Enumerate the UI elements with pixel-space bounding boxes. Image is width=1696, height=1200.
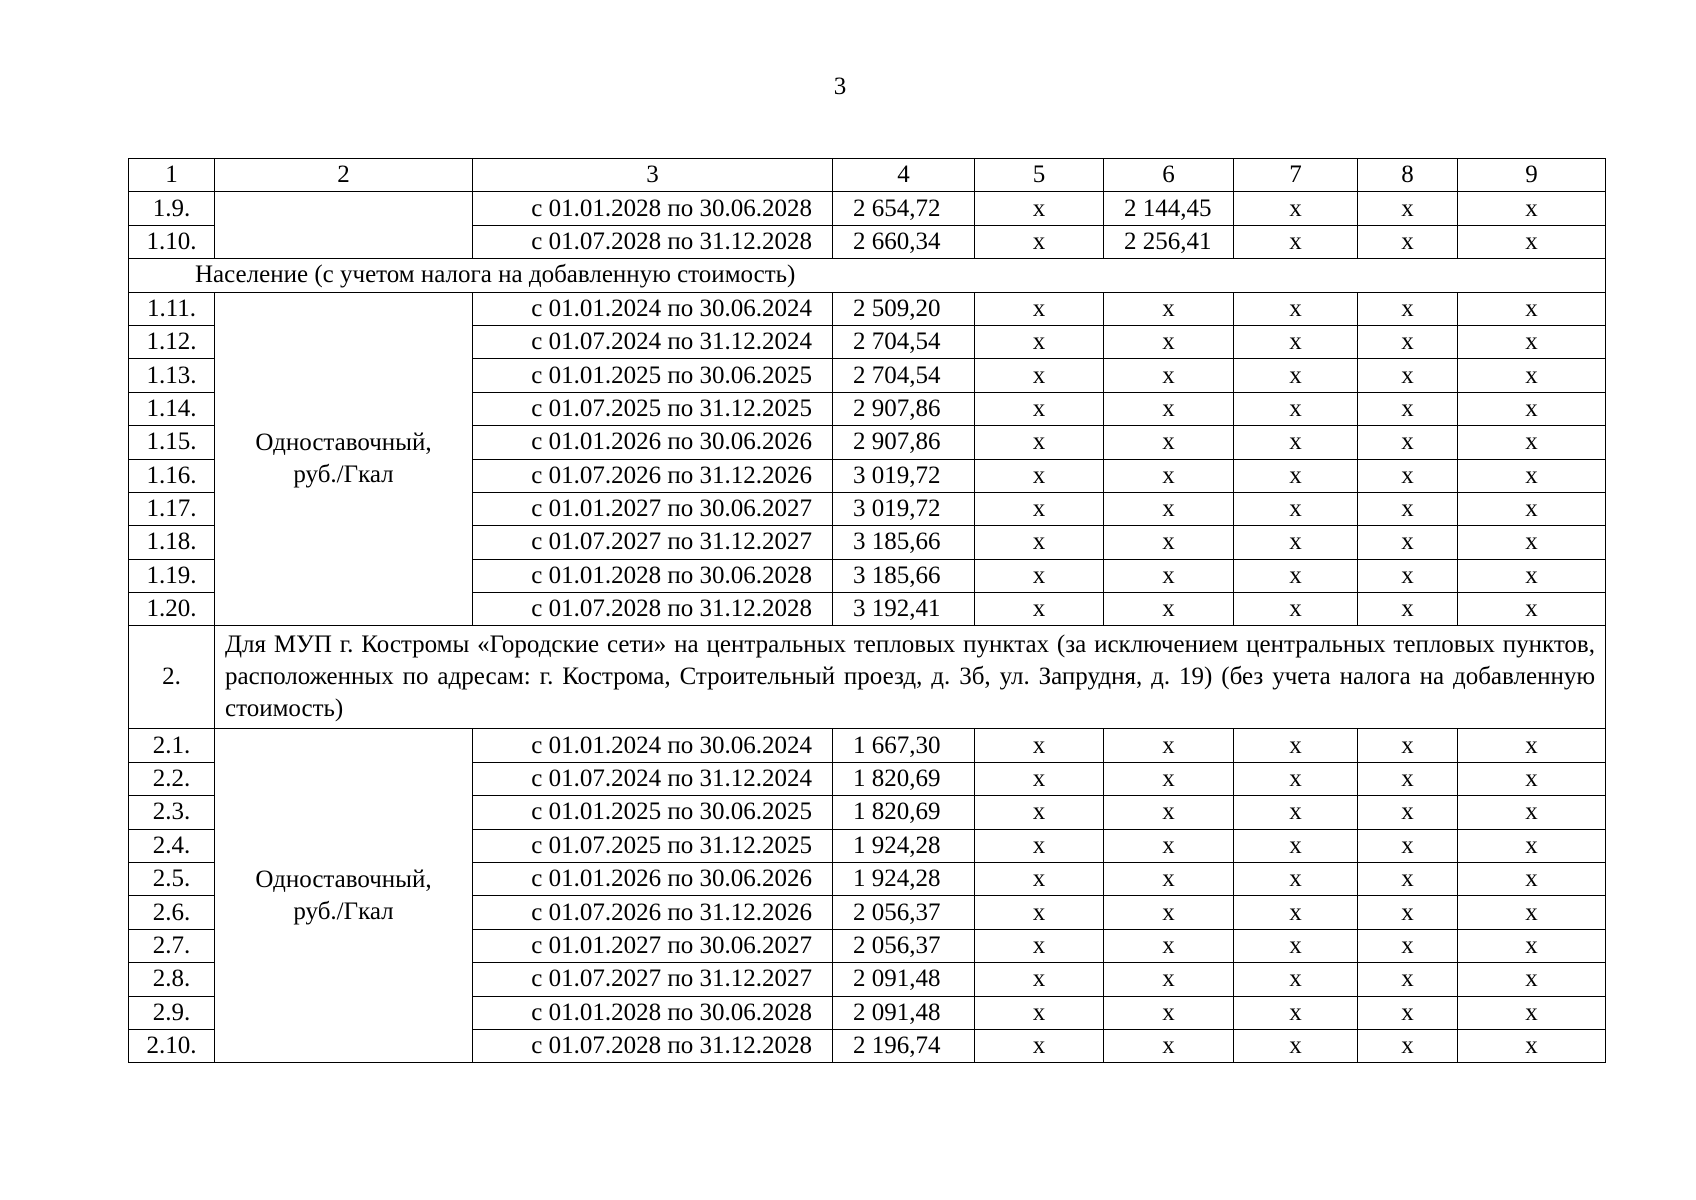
table-cell: х — [1234, 292, 1358, 325]
row-number-cell: 1.13. — [129, 359, 215, 392]
table-cell: х — [1104, 729, 1234, 762]
table-cell: х — [1358, 729, 1458, 762]
group-number-cell: 2. — [129, 626, 215, 729]
period-cell: с 01.01.2026 по 30.06.2026 — [473, 863, 833, 896]
header-cell: 5 — [975, 159, 1104, 192]
table-cell: х — [1358, 1029, 1458, 1062]
tariff-type-line: Одноставочный, — [255, 429, 432, 457]
tariff-type-cell — [215, 292, 473, 626]
row-number-cell: 1.10. — [129, 225, 215, 258]
table-cell: х — [1458, 292, 1606, 325]
header-cell: 7 — [1234, 159, 1358, 192]
table-cell: х — [1234, 325, 1358, 358]
table-cell: х — [1358, 292, 1458, 325]
row-number-cell: 2.9. — [129, 996, 215, 1029]
period-cell: с 01.01.2024 по 30.06.2024 — [473, 292, 833, 325]
table-cell: х — [1234, 729, 1358, 762]
table-cell: х — [1104, 426, 1234, 459]
tariff-type-cell — [215, 729, 473, 1063]
table-cell: х — [1458, 863, 1606, 896]
table-cell: х — [1234, 896, 1358, 929]
table-cell: х — [975, 729, 1104, 762]
table-cell: х — [1458, 192, 1606, 225]
tariff-table — [128, 158, 1606, 1063]
table-cell: х — [1358, 929, 1458, 962]
tariff-value-cell: 1 924,28 — [833, 863, 975, 896]
table-cell: х — [1104, 593, 1234, 626]
row-number-cell: 1.12. — [129, 325, 215, 358]
tariff-value-cell: 2 704,54 — [833, 359, 975, 392]
header-cell: 1 — [129, 159, 215, 192]
period-cell: с 01.01.2024 по 30.06.2024 — [473, 729, 833, 762]
tariff-value-cell: 2 654,72 — [833, 192, 975, 225]
table-cell: х — [1104, 929, 1234, 962]
tariff-value-cell: 3 019,72 — [833, 492, 975, 525]
period-cell: с 01.01.2025 по 30.06.2025 — [473, 359, 833, 392]
table-cell: х — [1104, 559, 1234, 592]
period-cell: с 01.07.2025 по 31.12.2025 — [473, 392, 833, 425]
table-cell: х — [1358, 492, 1458, 525]
table-cell: х — [1358, 526, 1458, 559]
table-cell: х — [1358, 192, 1458, 225]
period-cell: с 01.01.2028 по 30.06.2028 — [473, 996, 833, 1029]
table-cell: х — [1458, 829, 1606, 862]
table-cell: х — [1358, 559, 1458, 592]
row-number-cell: 2.5. — [129, 863, 215, 896]
period-cell: с 01.01.2025 по 30.06.2025 — [473, 796, 833, 829]
section-title-row — [129, 259, 1606, 292]
table-cell: х — [1358, 796, 1458, 829]
table-cell: х — [1104, 963, 1234, 996]
table-cell: х — [1358, 392, 1458, 425]
table-cell: х — [975, 762, 1104, 795]
row-number-cell: 2.6. — [129, 896, 215, 929]
table-cell: х — [1234, 593, 1358, 626]
table-cell: х — [1234, 559, 1358, 592]
table-row — [129, 292, 1606, 325]
table-cell: х — [975, 492, 1104, 525]
period-cell: с 01.01.2027 по 30.06.2027 — [473, 929, 833, 962]
header-cell: 9 — [1458, 159, 1606, 192]
table-cell: х — [975, 359, 1104, 392]
table-cell: х — [1234, 392, 1358, 425]
tariff-value-cell: 3 192,41 — [833, 593, 975, 626]
table-cell: х — [975, 325, 1104, 358]
header-cell: 8 — [1358, 159, 1458, 192]
tariff-value-cell: 1 667,30 — [833, 729, 975, 762]
row-number-cell: 1.9. — [129, 192, 215, 225]
table-cell: х — [975, 593, 1104, 626]
table-row — [129, 729, 1606, 762]
table-cell: х — [975, 459, 1104, 492]
table-cell: х — [975, 996, 1104, 1029]
table-cell: х — [1458, 325, 1606, 358]
table-cell: х — [1458, 729, 1606, 762]
header-cell: 6 — [1104, 159, 1234, 192]
table-cell: х — [975, 426, 1104, 459]
period-cell: с 01.07.2027 по 31.12.2027 — [473, 963, 833, 996]
table-cell: х — [1358, 593, 1458, 626]
tariff-value-cell: 3 019,72 — [833, 459, 975, 492]
table-cell: 2 256,41 — [1104, 225, 1234, 258]
table-cell: х — [1358, 896, 1458, 929]
table-cell: х — [1104, 896, 1234, 929]
table-cell: х — [975, 929, 1104, 962]
period-cell: с 01.07.2024 по 31.12.2024 — [473, 325, 833, 358]
table-cell: х — [975, 559, 1104, 592]
table-cell: х — [1458, 492, 1606, 525]
table-cell: х — [1458, 559, 1606, 592]
table-cell: х — [1358, 426, 1458, 459]
table-cell: х — [1358, 459, 1458, 492]
table-cell: х — [1104, 996, 1234, 1029]
group-description: Для МУП г. Костромы «Городские сети» на центральных тепловых пунктах (за исключением центральных тепловых пунктов, расположенных по адресам: г. Кострома, Строительный проезд, д. 3б, ул. Запрудня, д. 19) (без учета налога на добавленную стоимость) — [215, 626, 1606, 729]
period-cell: с 01.07.2024 по 31.12.2024 — [473, 762, 833, 795]
table-cell: х — [1234, 963, 1358, 996]
row-number-cell: 1.20. — [129, 593, 215, 626]
table-cell: х — [975, 392, 1104, 425]
table-cell: х — [1104, 863, 1234, 896]
table-cell: х — [975, 192, 1104, 225]
table-cell: х — [1458, 896, 1606, 929]
row-number-cell: 2.4. — [129, 829, 215, 862]
section-title: Население (с учетом налога на добавленную стоимость) — [129, 259, 1606, 292]
table-cell: х — [1234, 1029, 1358, 1062]
table-cell: х — [1458, 762, 1606, 795]
period-cell: с 01.01.2028 по 30.06.2028 — [473, 192, 833, 225]
table-cell: х — [975, 225, 1104, 258]
table-cell: х — [1104, 392, 1234, 425]
table-cell: х — [975, 1029, 1104, 1062]
period-cell: с 01.07.2027 по 31.12.2027 — [473, 526, 833, 559]
row-number-cell: 1.14. — [129, 392, 215, 425]
table-cell: х — [1104, 829, 1234, 862]
table-cell: х — [1458, 796, 1606, 829]
table-cell: х — [1234, 996, 1358, 1029]
table-cell: х — [1234, 526, 1358, 559]
table-row — [129, 192, 1606, 225]
empty-type-cell — [215, 192, 473, 259]
tariff-value-cell: 1 924,28 — [833, 829, 975, 862]
table-cell: х — [1458, 359, 1606, 392]
page-number: 3 — [833, 73, 847, 100]
table-cell: х — [1458, 459, 1606, 492]
row-number-cell: 1.16. — [129, 459, 215, 492]
header-cell: 3 — [473, 159, 833, 192]
table-cell: х — [1358, 325, 1458, 358]
table-cell: х — [1104, 796, 1234, 829]
table-cell: х — [1234, 192, 1358, 225]
table-cell: х — [1234, 225, 1358, 258]
tariff-value-cell: 2 907,86 — [833, 426, 975, 459]
tariff-value-cell: 3 185,66 — [833, 526, 975, 559]
column-number-row — [129, 159, 1606, 192]
period-cell: с 01.07.2028 по 31.12.2028 — [473, 593, 833, 626]
table-cell: х — [1104, 459, 1234, 492]
row-number-cell: 1.11. — [129, 292, 215, 325]
tariff-value-cell: 2 907,86 — [833, 392, 975, 425]
row-number-cell: 2.3. — [129, 796, 215, 829]
tariff-unit-line: руб./Гкал — [293, 461, 394, 489]
row-number-cell: 2.7. — [129, 929, 215, 962]
table-cell: х — [1358, 359, 1458, 392]
period-cell: с 01.07.2025 по 31.12.2025 — [473, 829, 833, 862]
row-number-cell: 2.2. — [129, 762, 215, 795]
table-cell: х — [1358, 225, 1458, 258]
period-cell: с 01.07.2026 по 31.12.2026 — [473, 459, 833, 492]
table-cell: х — [1358, 963, 1458, 996]
table-cell: х — [1458, 225, 1606, 258]
table-cell: х — [1458, 929, 1606, 962]
table-cell: х — [975, 526, 1104, 559]
tariff-value-cell: 1 820,69 — [833, 796, 975, 829]
row-number-cell: 2.1. — [129, 729, 215, 762]
tariff-value-cell: 2 509,20 — [833, 292, 975, 325]
tariff-value-cell: 2 091,48 — [833, 996, 975, 1029]
table-cell: х — [1104, 526, 1234, 559]
table-cell: х — [1458, 426, 1606, 459]
table-cell: х — [1234, 929, 1358, 962]
table-cell: х — [1104, 492, 1234, 525]
row-number-cell: 1.19. — [129, 559, 215, 592]
table-cell: х — [975, 863, 1104, 896]
tariff-value-cell: 2 704,54 — [833, 325, 975, 358]
table-cell: х — [1458, 963, 1606, 996]
row-number-cell: 1.18. — [129, 526, 215, 559]
group-header-row — [129, 626, 1606, 729]
period-cell: с 01.01.2028 по 30.06.2028 — [473, 559, 833, 592]
table-cell: х — [1358, 762, 1458, 795]
table-cell: х — [1104, 325, 1234, 358]
row-number-cell: 2.8. — [129, 963, 215, 996]
table-cell: х — [1234, 829, 1358, 862]
table-cell: х — [975, 963, 1104, 996]
table-cell: 2 144,45 — [1104, 192, 1234, 225]
header-cell: 2 — [215, 159, 473, 192]
row-number-cell: 2.10. — [129, 1029, 215, 1062]
tariff-type-line: Одноставочный, — [255, 865, 432, 893]
period-cell: с 01.01.2027 по 30.06.2027 — [473, 492, 833, 525]
table-cell: х — [1234, 459, 1358, 492]
tariff-value-cell: 2 056,37 — [833, 929, 975, 962]
table-cell: х — [975, 292, 1104, 325]
table-cell: х — [1358, 863, 1458, 896]
header-cell: 4 — [833, 159, 975, 192]
tariff-value-cell: 2 056,37 — [833, 896, 975, 929]
table-cell: х — [1104, 359, 1234, 392]
table-cell: х — [1104, 292, 1234, 325]
row-number-cell: 1.15. — [129, 426, 215, 459]
tariff-value-cell: 1 820,69 — [833, 762, 975, 795]
tariff-value-cell: 2 660,34 — [833, 225, 975, 258]
table-cell: х — [1104, 1029, 1234, 1062]
table-cell: х — [1234, 863, 1358, 896]
period-cell: с 01.07.2028 по 31.12.2028 — [473, 225, 833, 258]
table-cell: х — [1458, 593, 1606, 626]
table-body — [129, 159, 1606, 1063]
table-cell: х — [1234, 426, 1358, 459]
table-cell: х — [1234, 492, 1358, 525]
table-cell: х — [1234, 796, 1358, 829]
table-cell: х — [1458, 1029, 1606, 1062]
table-cell: х — [975, 829, 1104, 862]
period-cell: с 01.07.2028 по 31.12.2028 — [473, 1029, 833, 1062]
table-cell: х — [1358, 829, 1458, 862]
table-cell: х — [1458, 392, 1606, 425]
table-cell: х — [1358, 996, 1458, 1029]
row-number-cell: 1.17. — [129, 492, 215, 525]
table-cell: х — [1104, 762, 1234, 795]
table-cell: х — [975, 796, 1104, 829]
tariff-unit-line: руб./Гкал — [293, 897, 394, 925]
table-cell: х — [975, 896, 1104, 929]
tariff-value-cell: 2 091,48 — [833, 963, 975, 996]
table-cell: х — [1234, 762, 1358, 795]
tariff-value-cell: 3 185,66 — [833, 559, 975, 592]
tariff-value-cell: 2 196,74 — [833, 1029, 975, 1062]
table-cell: х — [1458, 526, 1606, 559]
period-cell: с 01.01.2026 по 30.06.2026 — [473, 426, 833, 459]
table-cell: х — [1234, 359, 1358, 392]
period-cell: с 01.07.2026 по 31.12.2026 — [473, 896, 833, 929]
table-cell: х — [1458, 996, 1606, 1029]
